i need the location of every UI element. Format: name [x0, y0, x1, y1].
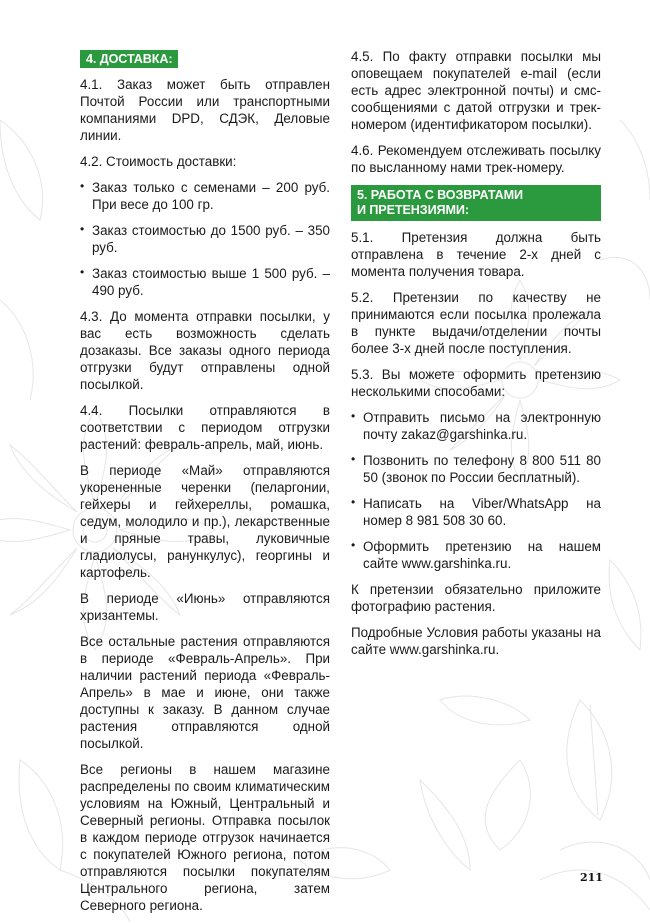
left-column — [80, 50, 330, 923]
list-item: • Отправить письмо на электронную почту zakaz@garshinka.ru. — [351, 409, 601, 442]
paragraph-5-3: 5.3. Вы можете оформить претензию несколькими способами: — [351, 367, 601, 399]
paragraph-4-1: 4.1. Заказ может быть отправлен Почтой России или транспортными компаниями DPD, СДЭК, Деловые линии. — [80, 77, 330, 143]
section-5-heading-line-1: 5. РАБОТА С ВОЗВРАТАМИ — [357, 188, 523, 202]
list-item: • Позвонить по телефону 8 800 511 80 50 (звонок по России бесплатный). — [351, 452, 601, 485]
paragraph-other-plants: Все остальные растения отправляются в периоде «Февраль-Апрель». При наличии растений периода «Февраль-Апрель» в мае и июне, они также доступны к заказу. В данном случае растения отправляются одной посылкой. — [80, 634, 330, 751]
claim-methods-list — [351, 409, 601, 572]
paragraph-4-4: 4.4. Посылки отправляются в соответствии с периодом отгрузки растений: февраль-апрель, май, июнь. — [80, 403, 330, 452]
list-item: • Написать на Viber/WhatsApp на номер 8 981 508 30 60. — [351, 495, 601, 528]
paragraph-photo-required: К претензии обязательно приложите фотографию растения. — [351, 582, 601, 614]
paragraph-regions: Все регионы в нашем магазине распределены по своим климатическим условиям на Южный, Центральный и Северный регионы. Отправка посылок в каждом периоде отгрузок начинается с покупателей Южного региона, потом отправляются посылки покупателям Центрального региона, затем Северного региона. — [80, 762, 330, 913]
paragraph-5-1: 5.1. Претензия должна быть отправлена в течение 2-х дней с момента получения товара. — [351, 230, 601, 279]
list-item: • Заказ стоимостью до 1500 руб. – 350 руб. — [80, 222, 330, 255]
page-number: 211 — [580, 871, 603, 884]
paragraph-terms-link: Подробные Условия работы указаны на сайте www.garshinka.ru. — [351, 625, 601, 657]
section-5-heading-line-2: И ПРЕТЕНЗИЯМИ: — [357, 203, 469, 217]
section-5-heading — [351, 185, 601, 221]
section-4-heading: 4. ДОСТАВКА: — [80, 50, 178, 68]
bullet-icon: • — [351, 409, 356, 423]
right-column — [351, 48, 601, 667]
paragraph-4-6: 4.6. Рекомендуем отслеживать посылку по высланному нами трек-номеру. — [351, 143, 601, 175]
delivery-cost-list — [80, 179, 330, 299]
paragraph-june-period: В периоде «Июнь» отправляются хризантемы. — [80, 591, 330, 623]
bullet-icon: • — [80, 179, 85, 193]
list-item: • Оформить претензию на нашем сайте www.garshinka.ru. — [351, 538, 601, 571]
paragraph-4-3: 4.3. До момента отправки посылки, у вас есть возможность сделать дозаказы. Все заказы одного периода отгрузки будут отправлены одной посылкой. — [80, 309, 330, 392]
bullet-icon: • — [80, 222, 85, 236]
paragraph-4-2: 4.2. Стоимость доставки: — [80, 154, 237, 169]
bullet-icon: • — [351, 538, 356, 552]
bullet-icon: • — [80, 265, 85, 279]
paragraph-may-period: В периоде «Май» отправляются укорененные черенки (пеларгонии, гейхеры и гейхереллы, ромашка, седум, молодило и пр.), лекарственные и пряные травы, луковичные гладиолусы, ранункулус), георгины и картофель. — [80, 463, 330, 580]
list-item: • Заказ стоимостью выше 1 500 руб. – 490 руб. — [80, 265, 330, 298]
bullet-icon: • — [351, 495, 356, 509]
paragraph-4-5: 4.5. По факту отправки посылки мы оповещаем покупателей e-mail (если есть адрес электронной почты) и смс-сообщениями с датой отгрузки и трек-номером (идентификатором посылки). — [351, 49, 601, 132]
bullet-icon: • — [351, 452, 356, 466]
list-item: • Заказ только с семенами – 200 руб. При весе до 100 гр. — [80, 179, 330, 212]
paragraph-5-2: 5.2. Претензии по качеству не принимаются если посылка пролежала в пункте выдачи/отделении почты более 3-х дней после поступления. — [351, 290, 601, 356]
